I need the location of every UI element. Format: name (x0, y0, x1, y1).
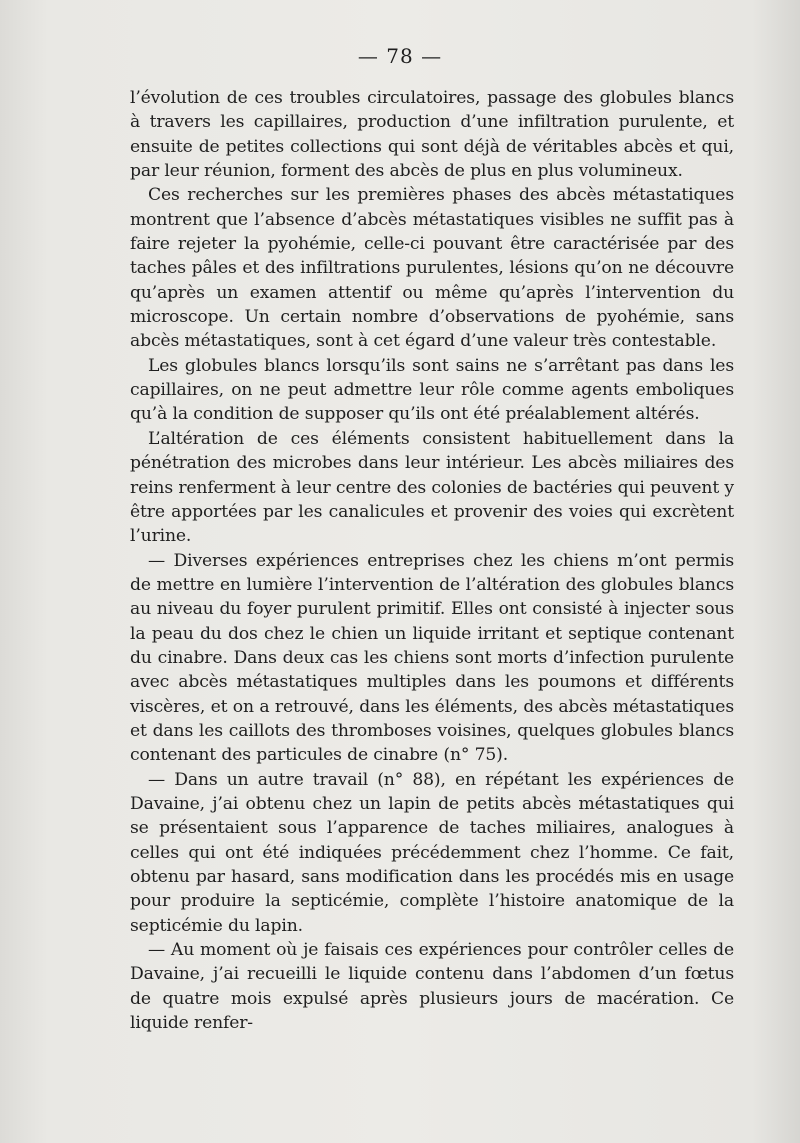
body-text (130, 86, 734, 1035)
paragraph-2: Ces recherches sur les premières phases des abcès métastatiques montrent que l’absence d’abcès métastatiques visibles ne suffit pas à faire rejeter la pyohémie, celle-ci pouvant être caractérisée par des taches pâles et des infiltrations purulentes, lésions qu’on ne découvre qu’après un examen attentif ou même qu’après l’intervention du microscope. Un certain nombre d’observations de pyohémie, sans abcès métastatiques, sont à cet égard d’une valeur très contestable. (130, 185, 734, 352)
paragraph-3: Les globules blancs lorsqu’ils sont sains ne s’arrêtant pas dans les capillaires, on ne peut admettre leur rôle comme agents emboliques qu’à la condition de supposer qu’ils ont été préalablement altérés. (130, 355, 734, 425)
paragraph-4: L’altération de ces éléments consistent habituellement dans la pénétration des microbes dans leur intérieur. Les abcès miliaires des reins renferment à leur centre des colonies de bactéries qui peuvent y être apportées par les canalicules et provenir des voies qui excrètent l’urine. (130, 428, 734, 547)
paragraph-7: — Au moment où je faisais ces expériences pour contrôler celles de Davaine, j’ai recueilli le liquide contenu dans l’abdomen d’un fœtus de quatre mois expulsé après plusieurs jours de macération. Ce liquide renfer- (130, 940, 734, 1034)
page-number: — 78 — (357, 44, 443, 68)
paragraph-1: l’évolution de ces troubles circulatoires, passage des globules blancs à travers les capillaires, production d’une infiltration purulente, et ensuite de petites collections qui sont déjà de véritables abcès et qui, par leur réunion, forment des abcès de plus en plus volumineux. (130, 88, 734, 182)
paragraph-6: — Dans un autre travail (n° 88), en répétant les expériences de Davaine, j’ai obtenu chez un lapin de petits abcès métastatiques qui se présentaient sous l’apparence de taches miliaires, analogues à celles qui ont été indiquées précédemment chez l’homme. Ce fait, obtenu par hasard, sans modification dans les procédés mis en usage pour produire la septicémie, complète l’histoire anatomique de la septicémie du lapin. (130, 769, 734, 936)
paragraph-5: — Diverses expériences entreprises chez les chiens m’ont permis de mettre en lumière l’intervention de l’altération des globules blancs au niveau du foyer purulent primitif. Elles ont consisté à injecter sous la peau du dos chez le chien un liquide irritant et septique contenant du cinabre. Dans deux cas les chiens sont morts d’infection purulente avec abcès métastatiques multiples dans les poumons et différents viscères, et on a retrouvé, dans les éléments, des abcès métastatiques et dans les caillots des thromboses voisines, quelques globules blancs contenant des particules de cinabre (n° 75). (130, 550, 734, 766)
